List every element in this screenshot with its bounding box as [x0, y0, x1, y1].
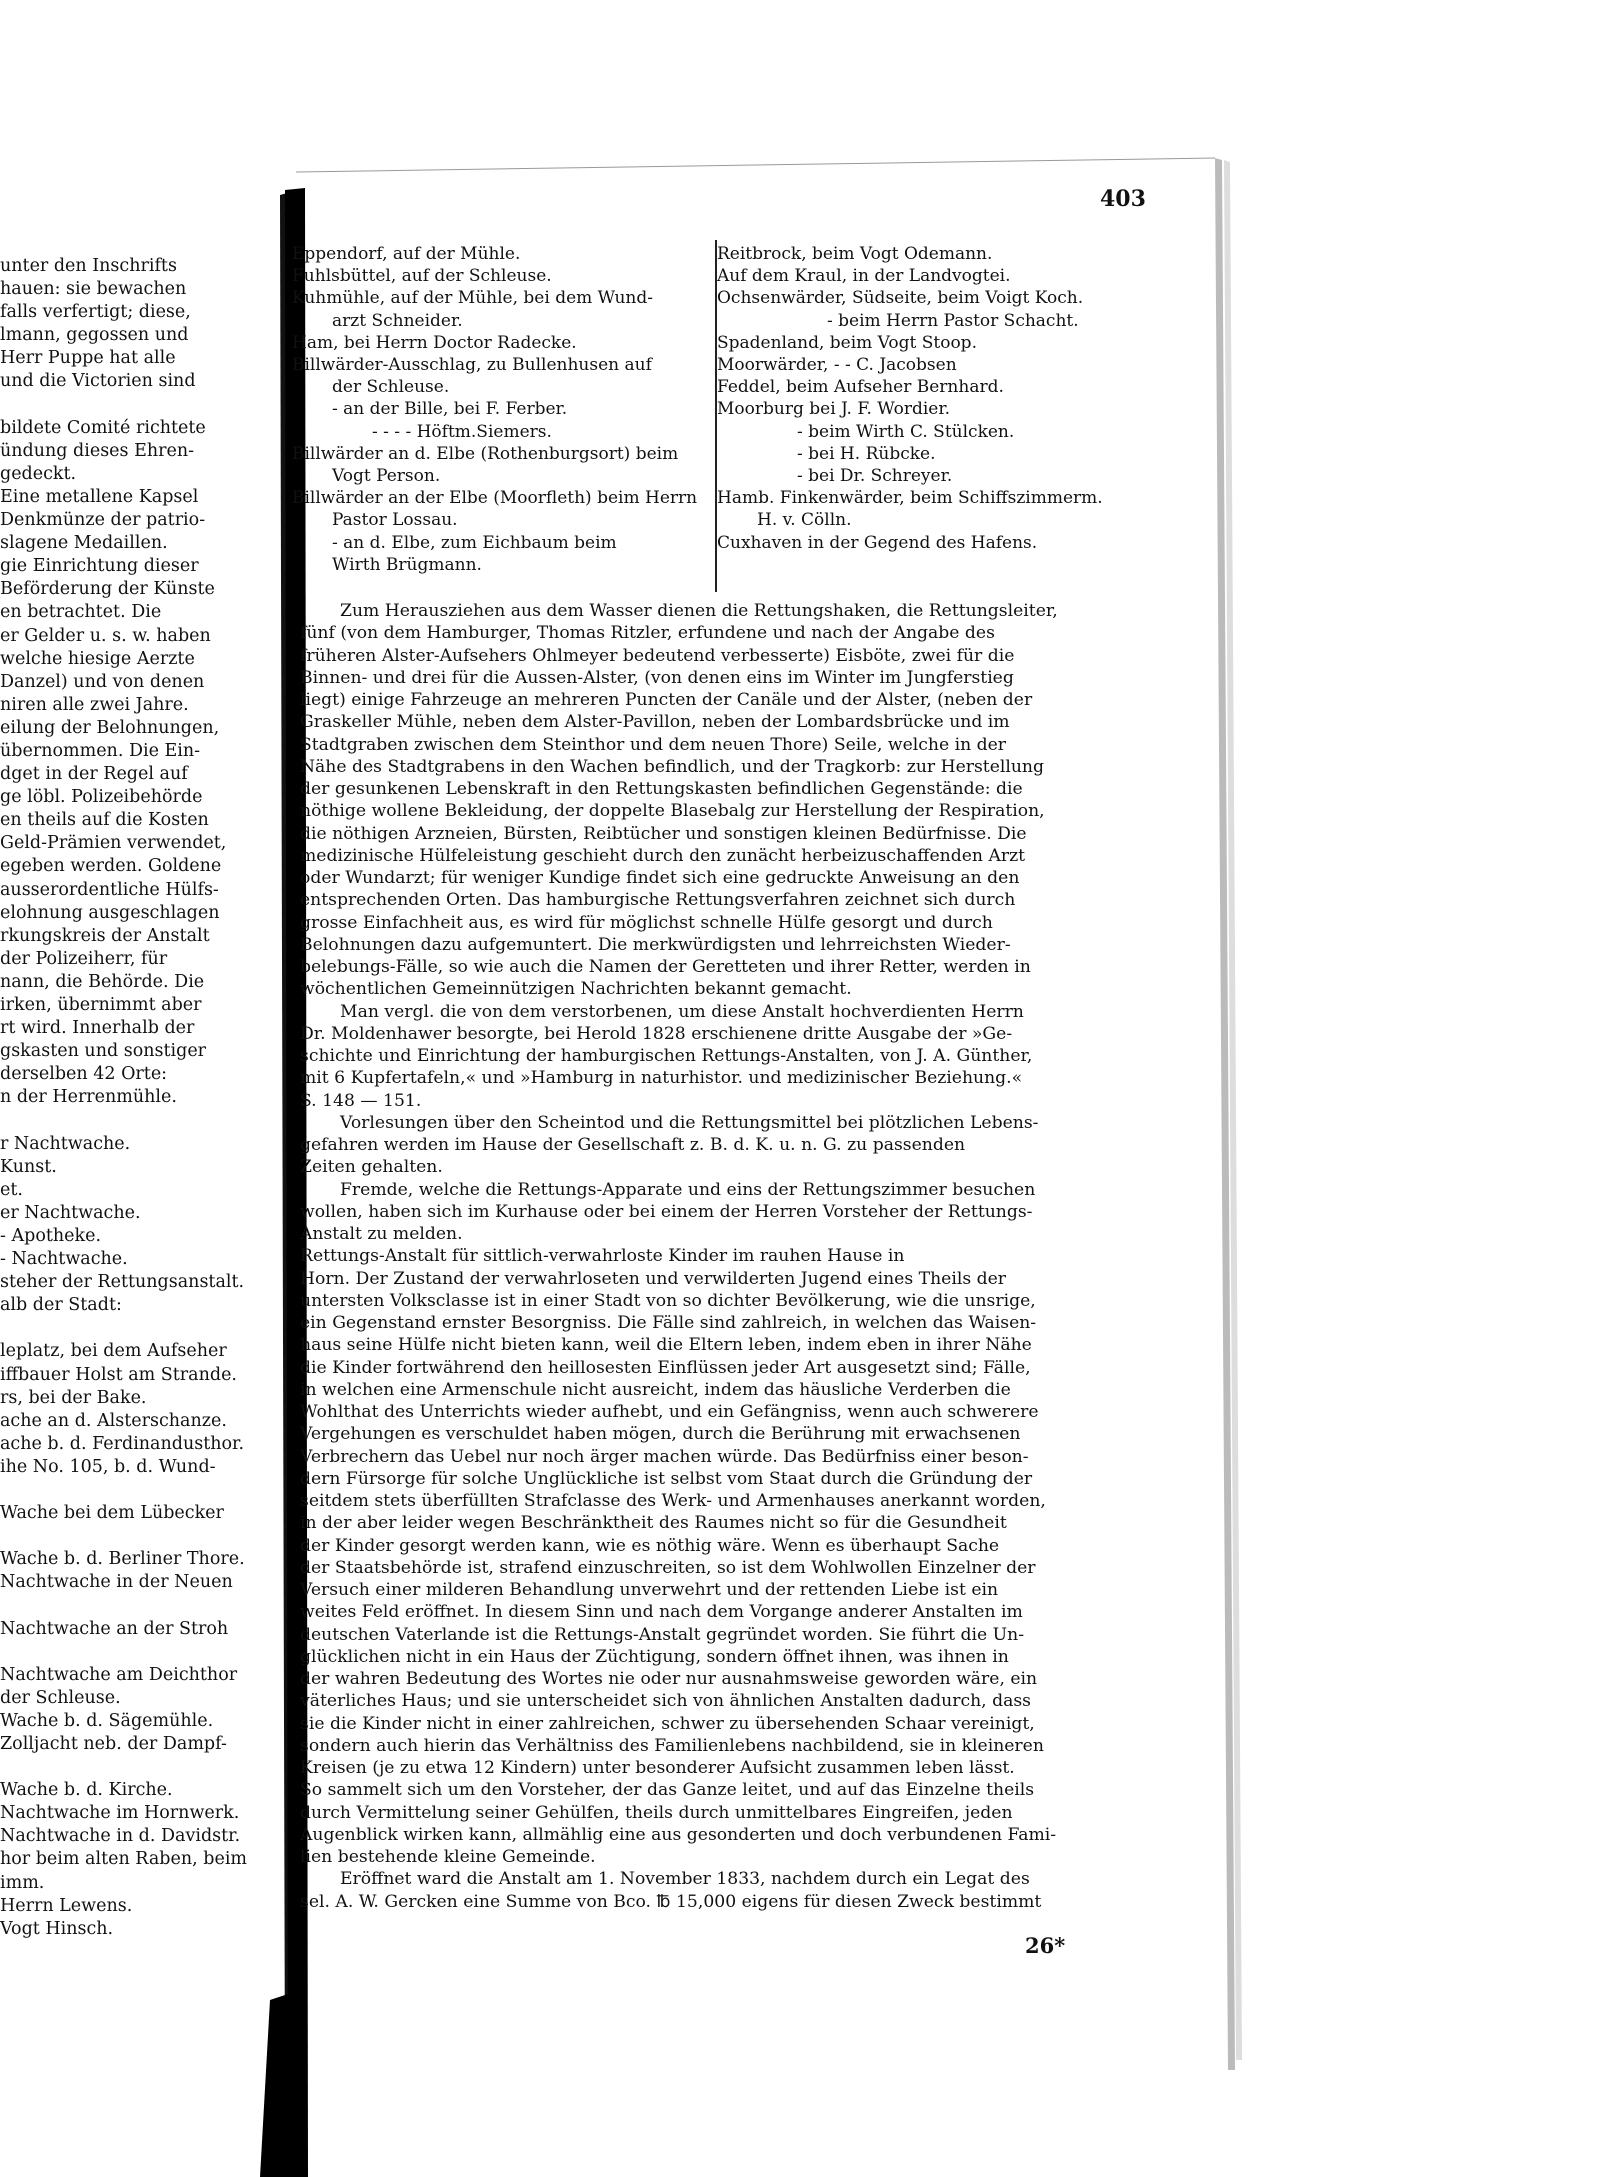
left-page-line: ündung dieses Ehren-	[0, 440, 195, 461]
left-page-line: ache b. d. Ferdinandusthor.	[0, 1433, 245, 1454]
body-line: Nähe des Stadtgrabens in den Wachen befindlich, und der Tragkorb: zur Herstellung	[300, 756, 1044, 777]
left-page-line: niren alle zwei Jahre.	[0, 694, 189, 715]
body-line: mit 6 Kupfertafeln,« und »Hamburg in naturhistor. und medizinischer Beziehung.«	[300, 1068, 1023, 1089]
left-page-line: falls verfertigt; diese,	[0, 302, 191, 323]
left-page-line: Nachtwache im Hornwerk.	[0, 1803, 240, 1824]
left-page-line: ihe No. 105, b. d. Wund-	[0, 1456, 216, 1477]
body-line: Vergehungen es verschuldet haben mögen, durch die Berührung mit erwachsenen	[300, 1424, 1021, 1445]
body-line: deutschen Vaterlande ist die Rettungs-Anstalt gegründet worden. Sie führt die Un-	[300, 1624, 1025, 1645]
body-line: in welchen eine Armenschule nicht ausreicht, indem das häusliche Verderben die	[300, 1379, 1011, 1400]
location-entry: Eppendorf, auf der Mühle.	[292, 244, 521, 264]
location-entry: Auf dem Kraul, in der Landvogtei.	[717, 266, 1011, 287]
left-page-line: Danzel) und von denen	[0, 671, 205, 692]
left-page-line: Wache b. d. Berliner Thore.	[0, 1549, 245, 1570]
left-page-line: bildete Comité richtete	[0, 417, 206, 438]
body-line: die nöthigen Arzneien, Bürsten, Reibtücher und sonstigen kleinen Bedürfnisse. Die	[300, 823, 1027, 844]
left-page-line: alb der Stadt:	[0, 1295, 122, 1316]
left-page-line	[0, 1594, 292, 1617]
left-page-line: derselben 42 Orte:	[0, 1064, 168, 1085]
body-line: untersten Volksclasse ist in einer Stadt von so dichter Bevölkerung, wie die unsrige,	[300, 1290, 1036, 1311]
left-page-line: gskasten und sonstiger	[0, 1041, 207, 1062]
left-page-line	[0, 394, 292, 417]
left-page-line: ausserordentliche Hülfs-	[0, 879, 219, 900]
body-line: der Kinder gesorgt werden kann, wie es nöthig wäre. Wenn es überhaupt Sache	[300, 1535, 1000, 1556]
left-page-line	[0, 1756, 292, 1779]
body-line: durch Vermittelung seiner Gehülfen, theils durch unmittelbares Eingreifen, jeden	[300, 1802, 1013, 1823]
left-page-line: ge löbl. Polizeibehörde	[0, 787, 203, 808]
left-page-line: slagene Medaillen.	[0, 533, 168, 554]
body-line: sel. A. W. Gercken eine Summe von Bco. ℔ 15,000 eigens für diesen Zweck bestimmt	[300, 1891, 1042, 1912]
location-entry: Moorwärder, - - C. Jacobsen	[717, 355, 957, 376]
body-line: die Kinder fortwährend den heillosesten Einflüssen jeder Art ausgesetzt sind; Fälle,	[300, 1357, 1031, 1378]
left-page-line: hor beim alten Raben, beim	[0, 1849, 248, 1870]
left-page-line	[0, 1641, 292, 1664]
left-page-line: steher der Rettungsanstalt.	[0, 1272, 245, 1293]
left-page-line: der Schleuse.	[0, 1687, 121, 1708]
location-entry: Hamb. Finkenwärder, beim Schiffszimmerm.	[717, 488, 1103, 509]
left-page-line: dget in der Regel auf	[0, 764, 188, 785]
left-page-line: lmann, gegossen und	[0, 325, 189, 346]
location-entry: Pastor Lossau.	[332, 510, 458, 531]
body-line: wöchentlichen Gemeinnützigen Nachrichten bekannt gemacht.	[300, 979, 852, 1000]
location-entry: arzt Schneider.	[332, 310, 463, 331]
body-line: Versuch einer milderen Behandlung unverwehrt und der rettenden Liebe ist ein	[300, 1580, 999, 1600]
left-page-line: rkungskreis der Anstalt	[0, 925, 210, 946]
body-line: wollen, haben sich im Kurhause oder bei einem der Herren Vorsteher der Rettungs-	[300, 1201, 1033, 1222]
left-page-line: Geld-Prämien verwendet,	[0, 833, 227, 854]
left-page-line: elohnung ausgeschlagen	[0, 902, 220, 923]
left-page-line: Denkmünze der patrio-	[0, 510, 206, 531]
body-line: Kreisen (je zu etwa 12 Kindern) unter besonderer Aufsicht zusammen leben lässt.	[300, 1758, 1015, 1778]
body-line: schichte und Einrichtung der hamburgischen Rettungs-Anstalten, von J. A. Günther,	[300, 1046, 1033, 1066]
body-line: dern Fürsorge für solche Unglückliche ist selbst vom Staat durch die Gründung der	[300, 1468, 1033, 1489]
left-page-line	[0, 1479, 292, 1502]
location-entry: - - - - Höftm.Siemers.	[372, 421, 552, 442]
location-entry: Vogt Person.	[332, 466, 441, 487]
location-entry: Reitbrock, beim Vogt Odemann.	[717, 244, 993, 264]
location-entry: Billwärder-Ausschlag, zu Bullenhusen auf	[292, 355, 652, 376]
location-entry: - an d. Elbe, zum Eichbaum beim	[332, 532, 617, 553]
body-line: So sammelt sich um den Vorsteher, der das Ganze leitet, und auf das Einzelne theils	[300, 1780, 1035, 1801]
left-page-line: eilung der Belohnungen,	[0, 717, 220, 738]
left-page-line: en theils auf die Kosten	[0, 810, 209, 831]
left-page-line	[0, 1109, 292, 1132]
left-page-line: nann, die Behörde. Die	[0, 971, 205, 992]
left-page-line: Wache b. d. Kirche.	[0, 1780, 173, 1801]
location-entry: - beim Wirth C. Stülcken.	[797, 421, 1015, 442]
location-entry: Feddel, beim Aufseher Bernhard.	[717, 377, 1004, 398]
left-page-line: irken, übernimmt aber	[0, 995, 202, 1015]
left-page-line: er Nachtwache.	[0, 1202, 141, 1223]
left-page-line: Eine metallene Kapsel	[0, 486, 199, 507]
location-entry: - bei H. Rübcke.	[797, 443, 936, 464]
body-line: früheren Alster-Aufsehers Ohlmeyer bedeutend verbesserte) Eisböte, zwei für die	[300, 645, 1015, 666]
body-line: Dr. Moldenhawer besorgte, bei Herold 1828 erschienene dritte Ausgabe der »Ge-	[300, 1023, 1013, 1044]
location-entry: Ham, bei Herrn Doctor Radecke.	[292, 332, 577, 353]
left-page-line: Vogt Hinsch.	[0, 1918, 114, 1939]
body-line: sie die Kinder nicht in einer zahlreichen, schwer zu übersehenden Schaar vereinigt,	[300, 1713, 1035, 1734]
body-line: Anstalt zu melden.	[300, 1224, 463, 1244]
left-page-line: rt wird. Innerhalb der	[0, 1018, 195, 1039]
location-entry: Spadenland, beim Vogt Stoop.	[717, 332, 977, 353]
body-line: lien bestehende kleine Gemeinde.	[300, 1847, 596, 1867]
body-line: gefahren werden im Hause der Gesellschaft z. B. d. K. u. n. G. zu passenden	[300, 1135, 966, 1155]
body-line: ein Gegenstand ernster Besorgniss. Die Fälle sind zahlreich, in welchen das Waisen-	[300, 1313, 1037, 1333]
left-page-line: leplatz, bei dem Aufseher	[0, 1341, 227, 1362]
left-page-line: hauen: sie bewachen	[0, 279, 187, 300]
locations-right-column	[717, 243, 1187, 554]
left-page-line: Wache bei dem Lübecker	[0, 1503, 224, 1524]
body-line: Vorlesungen über den Scheintod und die Rettungsmittel bei plötzlichen Lebens-	[340, 1112, 1039, 1133]
left-page-line: Nachtwache am Deichthor	[0, 1664, 238, 1685]
body-line: Graskeller Mühle, neben dem Alster-Pavillon, neben der Lombardsbrücke und im	[300, 712, 1010, 733]
left-page-line: - Nachtwache.	[0, 1249, 128, 1270]
left-page-line: iffbauer Holst am Strande.	[0, 1364, 237, 1385]
body-line: S. 148 — 151.	[300, 1090, 422, 1111]
location-entry: Cuxhaven in der Gegend des Hafens.	[717, 532, 1038, 553]
body-line: fünf (von dem Hamburger, Thomas Ritzler, erfundene und nach der Angabe des	[300, 623, 995, 644]
body-line: in der aber leider wegen Beschränktheit des Raumes nicht so für die Gesundheit	[300, 1513, 1007, 1534]
body-line: Zeiten gehalten.	[300, 1157, 443, 1178]
left-page-line: r Nachtwache.	[0, 1133, 131, 1154]
left-page-line: Nachtwache in der Neuen	[0, 1572, 233, 1593]
left-page-line: der Polizeiherr, für	[0, 948, 168, 969]
body-line: Augenblick wirken kann, allmählig eine aus gesonderten und doch verbundenen Fami-	[300, 1824, 1057, 1845]
body-line: Horn. Der Zustand der verwahrloseten und verwilderten Jugend eines Theils der	[300, 1268, 1006, 1289]
body-line: sondern auch hierin das Verhältniss des Familienlebens nachbildend, sie in kleineren	[300, 1735, 1044, 1756]
body-text	[300, 600, 1190, 1913]
location-entry: H. v. Cölln.	[757, 510, 852, 531]
body-line: Man vergl. die von dem verstorbenen, um diese Anstalt hochverdienten Herrn	[340, 1001, 1024, 1022]
location-entry: Kuhmühle, auf der Mühle, bei dem Wund-	[292, 288, 653, 309]
body-line: der Staatsbehörde ist, strafend einzuschreiten, so ist dem Wohlwollen Einzelner der	[300, 1557, 1036, 1578]
left-page-line: Nachtwache in d. Davidstr.	[0, 1826, 241, 1847]
body-line: der gesunkenen Lebenskraft in den Rettungskasten befindlichen Gegenstände: die	[300, 779, 1023, 799]
left-page-line: gie Einrichtung dieser	[0, 556, 199, 577]
location-entry: - an der Bille, bei F. Ferber.	[332, 399, 568, 420]
location-entry: Fuhlsbüttel, auf der Schleuse.	[292, 266, 552, 287]
left-page-line: Zolljacht neb. der Dampf-	[0, 1734, 227, 1754]
left-page-line: egeben werden. Goldene	[0, 856, 222, 877]
body-line: Zum Herausziehen aus dem Wasser dienen die Rettungshaken, die Rettungsleiter,	[340, 601, 1058, 621]
body-line: Wohlthat des Unterrichts wieder aufhebt, und ein Gefängniss, wenn auch schwerere	[300, 1402, 1039, 1422]
left-page-text	[0, 255, 292, 1941]
left-page-line: imm.	[0, 1872, 45, 1893]
body-line: glücklichen nicht in ein Haus der Züchtigung, sondern öffnet ihnen, was ihnen in	[300, 1646, 1009, 1667]
left-page-line: Herr Puppe hat alle	[0, 348, 176, 369]
body-line: medizinische Hülfeleistung geschieht durch den zunächt herbeizuschaffenden Arzt	[300, 845, 1026, 866]
left-page-line: - Apotheke.	[0, 1225, 102, 1246]
left-page-line: et.	[0, 1179, 23, 1200]
left-page-line: Kunst.	[0, 1156, 57, 1177]
left-page-line: Wache b. d. Sägemühle.	[0, 1710, 214, 1731]
left-page-line: n der Herrenmühle.	[0, 1087, 177, 1108]
body-line: belebungs-Fälle, so wie auch die Namen der Geretteten und ihrer Retter, werden in	[300, 957, 1031, 977]
left-page-line: Beförderung der Künste	[0, 579, 215, 600]
location-entry: der Schleuse.	[332, 377, 450, 398]
location-entry: Billwärder an der Elbe (Moorfleth) beim Herrn	[292, 488, 698, 509]
body-line: Rettungs-Anstalt für sittlich-verwahrloste Kinder im rauhen Hause in	[300, 1246, 905, 1267]
left-page-line: gedeckt.	[0, 463, 77, 484]
location-entry: Moorburg bei J. F. Wordier.	[717, 399, 951, 420]
body-line: väterliches Haus; und sie unterscheidet sich von ähnlichen Anstalten dadurch, dass	[300, 1691, 1031, 1712]
left-page-line: er Gelder u. s. w. haben	[0, 625, 211, 646]
body-line: haus seine Hülfe nicht bieten kann, weil die Eltern leben, indem eben in ihrer Nähe	[300, 1335, 1032, 1356]
body-line: Verbrechern das Uebel nur noch ärger machen würde. Das Bedürfniss einer beson-	[300, 1446, 1029, 1467]
body-line: Binnen- und drei für die Aussen-Alster, (von denen eins im Winter im Jungferstieg	[300, 667, 1014, 688]
location-entry: Ochsenwärder, Südseite, beim Voigt Koch.	[717, 288, 1084, 309]
left-page-line: und die Victorien sind	[0, 371, 196, 392]
body-line: der wahren Bedeutung des Wortes nie oder nur ausnahmsweise geworden wäre, ein	[300, 1669, 1038, 1689]
left-page-line: unter den Inschrifts	[0, 256, 177, 276]
body-line: grosse Einfachheit aus, es wird für möglichst schnelle Hülfe gesorgt und durch	[300, 912, 993, 933]
body-line: Belohnungen dazu aufgemuntert. Die merkwürdigsten und lehrreichsten Wieder-	[300, 934, 1011, 955]
body-line: nöthige wollene Bekleidung, der doppelte Blasebalg zur Herstellung der Respiration,	[300, 801, 1045, 822]
column-divider	[715, 240, 717, 592]
location-entry: - beim Herrn Pastor Schacht.	[827, 310, 1079, 331]
body-line: oder Wundarzt; für weniger Kundige findet sich eine gedruckte Anweisung an den	[300, 868, 1020, 888]
left-page-line: en betrachtet. Die	[0, 602, 162, 623]
left-page-line: ache an d. Alsterschanze.	[0, 1410, 227, 1431]
location-entry: Wirth Brügmann.	[332, 554, 482, 575]
body-line: Fremde, welche die Rettungs-Apparate und eins der Rettungszimmer besuchen	[340, 1179, 1036, 1200]
left-page-line	[0, 1525, 292, 1548]
location-entry: - bei Dr. Schreyer.	[797, 466, 953, 487]
body-line: weites Feld eröffnet. In diesem Sinn und nach dem Vorgange anderer Anstalten im	[300, 1602, 1023, 1623]
left-page-line: Nachtwache an der Stroh	[0, 1618, 229, 1639]
page-number: 403	[1100, 186, 1146, 212]
left-page-fragment	[0, 255, 292, 1955]
left-page-line: Herrn Lewens.	[0, 1895, 133, 1916]
left-page-line: welche hiesige Aerzte	[0, 648, 195, 669]
body-line: Stadtgraben zwischen dem Steinthor und dem neuen Thore) Seile, welche in der	[300, 734, 1007, 755]
body-line: entsprechenden Orten. Das hamburgische Rettungsverfahren zeichnet sich durch	[300, 890, 1016, 911]
signature-mark: 26*	[1025, 1933, 1066, 1958]
left-page-line: rs, bei der Bake.	[0, 1387, 147, 1408]
location-entry: Billwärder an d. Elbe (Rothenburgsort) beim	[292, 443, 679, 464]
left-page-line: übernommen. Die Ein-	[0, 740, 201, 761]
body-line: seitdem stets überfüllten Strafclasse des Werk- und Armenhauses anerkannt worden,	[300, 1491, 1046, 1511]
body-line: liegt) einige Fahrzeuge an mehreren Puncten der Canäle und der Alster, (neben der	[300, 690, 1033, 710]
left-page-line	[0, 1317, 292, 1340]
body-line: Eröffnet ward die Anstalt am 1. November 1833, nachdem durch ein Legat des	[340, 1869, 1030, 1890]
locations-left-column	[292, 243, 712, 576]
